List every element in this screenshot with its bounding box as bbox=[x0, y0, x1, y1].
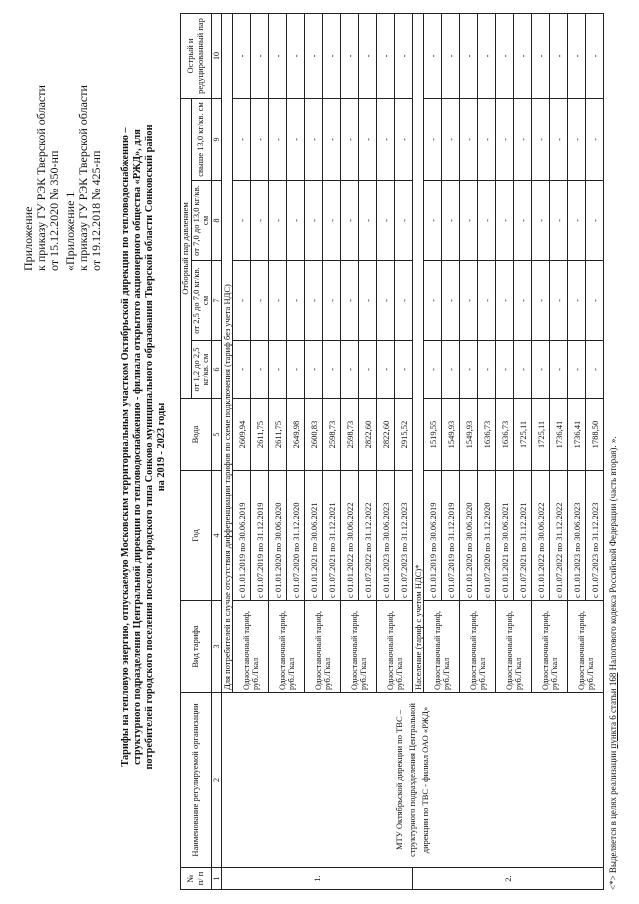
period-cell: с 01.01.2022 по 30.06.2022 bbox=[341, 471, 359, 601]
period-cell: с 01.01.2020 по 30.06.2020 bbox=[269, 471, 287, 601]
dash-cell: - bbox=[377, 98, 395, 180]
dash-cell: - bbox=[532, 13, 550, 98]
dash-cell: - bbox=[478, 98, 496, 180]
dash-cell: - bbox=[568, 13, 586, 98]
dash-cell: - bbox=[287, 13, 305, 98]
water-value: 1736,41 bbox=[550, 399, 568, 471]
period-cell: с 01.07.2020 по 31.12.2020 bbox=[287, 471, 305, 601]
water-value: 2600,83 bbox=[305, 399, 323, 471]
dash-cell: - bbox=[305, 261, 323, 341]
tariff-kind: Одноставочный тариф, руб./Гкал bbox=[568, 601, 604, 693]
column-number: 8 bbox=[211, 181, 222, 261]
dash-cell: - bbox=[395, 341, 413, 399]
dash-cell: - bbox=[341, 98, 359, 180]
column-number: 1 bbox=[211, 868, 222, 890]
dash-cell: - bbox=[287, 98, 305, 180]
dash-cell: - bbox=[496, 181, 514, 261]
dash-cell: - bbox=[442, 181, 460, 261]
header-pressure-1: от 1,2 до 2,5 кг/кв. см bbox=[191, 341, 211, 399]
dash-cell: - bbox=[305, 13, 323, 98]
period-cell: с 01.07.2021 по 31.12.2021 bbox=[514, 471, 532, 601]
dash-cell: - bbox=[251, 341, 269, 399]
dash-cell: - bbox=[586, 181, 604, 261]
dash-cell: - bbox=[341, 181, 359, 261]
dash-cell: - bbox=[496, 261, 514, 341]
section-number: 2. bbox=[413, 868, 604, 890]
appendix-header-line: от 15.12.2020 № 350-нп bbox=[47, 150, 61, 271]
dash-cell: - bbox=[233, 181, 251, 261]
header-year: Год bbox=[181, 471, 212, 601]
dash-cell: - bbox=[287, 261, 305, 341]
title-line: потребителей городского поселения поселок городского типа Сонково муниципального образования Тверской области Сонковский район bbox=[144, 124, 155, 770]
dash-cell: - bbox=[233, 13, 251, 98]
dash-cell: - bbox=[377, 181, 395, 261]
dash-cell: - bbox=[377, 341, 395, 399]
dash-cell: - bbox=[251, 261, 269, 341]
footnote bbox=[608, 436, 618, 890]
dash-cell: - bbox=[532, 98, 550, 180]
dash-cell: - bbox=[305, 181, 323, 261]
tariff-kind: Одноставочный тариф, руб./Гкал bbox=[377, 601, 413, 693]
dash-cell: - bbox=[323, 261, 341, 341]
header-organization: Наименование регулируемой организации bbox=[181, 693, 212, 868]
dash-cell: - bbox=[514, 98, 532, 180]
dash-cell: - bbox=[251, 181, 269, 261]
dash-cell: - bbox=[532, 341, 550, 399]
dash-cell: - bbox=[233, 261, 251, 341]
dash-cell: - bbox=[359, 13, 377, 98]
period-cell: с 01.07.2019 по 31.12.2019 bbox=[442, 471, 460, 601]
dash-cell: - bbox=[478, 341, 496, 399]
title-line: на 2019 - 2023 годы bbox=[156, 402, 167, 492]
period-cell: с 01.07.2020 по 31.12.2020 bbox=[478, 471, 496, 601]
column-number: 6 bbox=[211, 341, 222, 399]
dash-cell: - bbox=[341, 261, 359, 341]
dash-cell: - bbox=[287, 181, 305, 261]
dash-cell: - bbox=[460, 13, 478, 98]
dash-cell: - bbox=[395, 181, 413, 261]
water-value: 1549,93 bbox=[442, 399, 460, 471]
dash-cell: - bbox=[514, 261, 532, 341]
dash-cell: - bbox=[550, 261, 568, 341]
reference-header-line: от 19.12.2018 № 425-нп bbox=[89, 150, 103, 271]
document-title bbox=[120, 52, 168, 842]
dash-cell: - bbox=[442, 98, 460, 180]
dash-cell: - bbox=[233, 98, 251, 180]
appendix-header bbox=[22, 0, 61, 271]
dash-cell: - bbox=[442, 13, 460, 98]
title-line: структурного подразделения Центральной дирекции по тепловодоснабжению - филиала открытого акционерного общества «РЖД», для bbox=[132, 129, 143, 765]
dash-cell: - bbox=[514, 13, 532, 98]
period-cell: с 01.01.2019 по 30.06.2019 bbox=[424, 471, 442, 601]
header-tariff-kind: Вид тарифа bbox=[181, 601, 212, 693]
dash-cell: - bbox=[251, 13, 269, 98]
period-cell: с 01.07.2021 по 31.12.2021 bbox=[323, 471, 341, 601]
period-cell: с 01.01.2019 по 30.06.2019 bbox=[233, 471, 251, 601]
dash-cell: - bbox=[359, 98, 377, 180]
dash-cell: - bbox=[568, 261, 586, 341]
dash-cell: - bbox=[395, 13, 413, 98]
header-pressure-2: от 2,5 до 7,0 кг/кв. см bbox=[191, 261, 211, 341]
tariff-kind: Одноставочный тариф, руб./Гкал bbox=[341, 601, 377, 693]
footnote-link[interactable]: пункта 6 статьи 168 bbox=[608, 672, 618, 749]
dash-cell: - bbox=[568, 341, 586, 399]
dash-cell: - bbox=[323, 341, 341, 399]
column-number: 3 bbox=[211, 601, 222, 693]
appendix-header-line: Приложение bbox=[21, 206, 35, 271]
dash-cell: - bbox=[496, 98, 514, 180]
header-pressure-3: от 7,0 до 13,0 кг/кв. см bbox=[191, 181, 211, 261]
dash-cell: - bbox=[359, 181, 377, 261]
dash-cell: - bbox=[586, 98, 604, 180]
dash-cell: - bbox=[341, 341, 359, 399]
section-caption: Население (тариф с учетом НДС)* bbox=[413, 13, 424, 692]
dash-cell: - bbox=[251, 98, 269, 180]
dash-cell: - bbox=[377, 261, 395, 341]
dash-cell: - bbox=[323, 13, 341, 98]
column-number: 9 bbox=[211, 98, 222, 180]
dash-cell: - bbox=[478, 261, 496, 341]
dash-cell: - bbox=[586, 13, 604, 98]
dash-cell: - bbox=[269, 98, 287, 180]
appendix-header-line: к приказу ГУ РЭК Тверской области bbox=[34, 85, 48, 271]
period-cell: с 01.07.2022 по 31.12.2022 bbox=[359, 471, 377, 601]
tariff-table bbox=[180, 13, 604, 890]
dash-cell: - bbox=[460, 98, 478, 180]
dash-cell: - bbox=[532, 181, 550, 261]
dash-cell: - bbox=[586, 261, 604, 341]
column-number: 5 bbox=[211, 399, 222, 471]
dash-cell: - bbox=[586, 341, 604, 399]
tariff-kind: Одноставочный тариф, руб./Гкал bbox=[460, 601, 496, 693]
period-cell: с 01.07.2022 по 31.12.2022 bbox=[550, 471, 568, 601]
dash-cell: - bbox=[514, 181, 532, 261]
dash-cell: - bbox=[478, 181, 496, 261]
dash-cell: - bbox=[442, 261, 460, 341]
water-value: 2611,75 bbox=[269, 399, 287, 471]
footnote-suffix: Налогового кодекса Российской Федерации (часть вторая). ». bbox=[608, 436, 618, 673]
dash-cell: - bbox=[568, 181, 586, 261]
period-cell: с 01.07.2023 по 31.12.2023 bbox=[395, 471, 413, 601]
water-value: 1725,11 bbox=[532, 399, 550, 471]
dash-cell: - bbox=[550, 13, 568, 98]
water-value: 2649,98 bbox=[287, 399, 305, 471]
column-number: 4 bbox=[211, 471, 222, 601]
period-cell: с 01.01.2023 по 30.06.2023 bbox=[377, 471, 395, 601]
period-cell: с 01.07.2019 по 31.12.2019 bbox=[251, 471, 269, 601]
dash-cell: - bbox=[395, 261, 413, 341]
section-caption: Для потребителей в случае отсутствия дифференциации тарифов по схеме подключения (тариф без учета НДС) bbox=[222, 13, 233, 692]
header-water: Вода bbox=[181, 399, 212, 471]
tariff-kind: Одноставочный тариф, руб./Гкал bbox=[233, 601, 269, 693]
dash-cell: - bbox=[496, 341, 514, 399]
dash-cell: - bbox=[359, 261, 377, 341]
reference-header bbox=[64, 0, 103, 271]
dash-cell: - bbox=[269, 181, 287, 261]
dash-cell: - bbox=[305, 341, 323, 399]
tariff-kind: Одноставочный тариф, руб./Гкал bbox=[496, 601, 532, 693]
tariff-kind: Одноставочный тариф, руб./Гкал bbox=[424, 601, 460, 693]
tariff-table-body bbox=[222, 13, 604, 889]
period-cell: с 01.01.2021 по 30.06.2021 bbox=[496, 471, 514, 601]
column-number: 7 bbox=[211, 261, 222, 341]
water-value: 1549,93 bbox=[460, 399, 478, 471]
reference-header-line: к приказу ГУ РЭК Тверской области bbox=[76, 85, 90, 271]
water-value: 2598,73 bbox=[341, 399, 359, 471]
dash-cell: - bbox=[496, 13, 514, 98]
header-pressure-4: свыше 13,0 кг/кв. см bbox=[191, 98, 211, 180]
section-row bbox=[222, 13, 233, 889]
dash-cell: - bbox=[424, 341, 442, 399]
water-value: 2822,60 bbox=[359, 399, 377, 471]
column-number: 2 bbox=[211, 693, 222, 868]
dash-cell: - bbox=[359, 341, 377, 399]
dash-cell: - bbox=[550, 98, 568, 180]
column-numbers-row bbox=[211, 13, 222, 889]
dash-cell: - bbox=[377, 13, 395, 98]
tariff-kind: Одноставочный тариф, руб./Гкал bbox=[269, 601, 305, 693]
footnote-prefix: <*> Выделяется в целях реализации bbox=[608, 748, 618, 890]
dash-cell: - bbox=[460, 341, 478, 399]
period-cell: с 01.07.2023 по 31.12.2023 bbox=[586, 471, 604, 601]
period-cell: с 01.01.2020 по 30.06.2020 bbox=[460, 471, 478, 601]
dash-cell: - bbox=[269, 261, 287, 341]
dash-cell: - bbox=[550, 341, 568, 399]
organization-name: МТУ Октябрьской дирекции по ТВС – структурного подразделения Центральной дирекции по ТВС - филиал ОАО «РЖД» bbox=[222, 693, 604, 868]
header-number: № п/ п bbox=[181, 868, 212, 890]
section-number: 1. bbox=[222, 868, 413, 890]
water-value: 2915,52 bbox=[395, 399, 413, 471]
column-number: 10 bbox=[211, 13, 222, 98]
dash-cell: - bbox=[424, 181, 442, 261]
title-line: Тарифы на тепловую энергию, отпускаемую Московским территориальным участком Октябрьской дирекции по тепловодоснабжению – bbox=[120, 127, 131, 767]
dash-cell: - bbox=[269, 341, 287, 399]
water-value: 2609,94 bbox=[233, 399, 251, 471]
dash-cell: - bbox=[305, 98, 323, 180]
dash-cell: - bbox=[460, 181, 478, 261]
dash-cell: - bbox=[550, 181, 568, 261]
water-value: 1636,73 bbox=[478, 399, 496, 471]
dash-cell: - bbox=[269, 13, 287, 98]
dash-cell: - bbox=[460, 261, 478, 341]
reference-header-line: «Приложение 1 bbox=[63, 191, 77, 271]
water-value: 1725,11 bbox=[514, 399, 532, 471]
water-value: 1636,73 bbox=[496, 399, 514, 471]
dash-cell: - bbox=[424, 98, 442, 180]
dash-cell: - bbox=[323, 98, 341, 180]
dash-cell: - bbox=[323, 181, 341, 261]
dash-cell: - bbox=[395, 98, 413, 180]
dash-cell: - bbox=[287, 341, 305, 399]
period-cell: с 01.01.2023 по 30.06.2023 bbox=[568, 471, 586, 601]
dash-cell: - bbox=[514, 341, 532, 399]
dash-cell: - bbox=[424, 13, 442, 98]
water-value: 1736,41 bbox=[568, 399, 586, 471]
period-cell: с 01.01.2022 по 30.06.2022 bbox=[532, 471, 550, 601]
dash-cell: - bbox=[442, 341, 460, 399]
tariff-kind: Одноставочный тариф, руб./Гкал bbox=[305, 601, 341, 693]
water-value: 2822,60 bbox=[377, 399, 395, 471]
dash-cell: - bbox=[532, 261, 550, 341]
water-value: 2611,75 bbox=[251, 399, 269, 471]
tariff-kind: Одноставочный тариф, руб./Гкал bbox=[532, 601, 568, 693]
header-steam-group: Отборный пар давлением bbox=[181, 98, 192, 398]
water-value: 2598,73 bbox=[323, 399, 341, 471]
dash-cell: - bbox=[341, 13, 359, 98]
dash-cell: - bbox=[568, 98, 586, 180]
water-value: 1788,50 bbox=[586, 399, 604, 471]
dash-cell: - bbox=[424, 261, 442, 341]
header-sharp-steam: Острый и редуцированный пар bbox=[181, 13, 212, 98]
period-cell: с 01.01.2021 по 30.06.2021 bbox=[305, 471, 323, 601]
dash-cell: - bbox=[478, 13, 496, 98]
dash-cell: - bbox=[233, 341, 251, 399]
water-value: 1519,55 bbox=[424, 399, 442, 471]
